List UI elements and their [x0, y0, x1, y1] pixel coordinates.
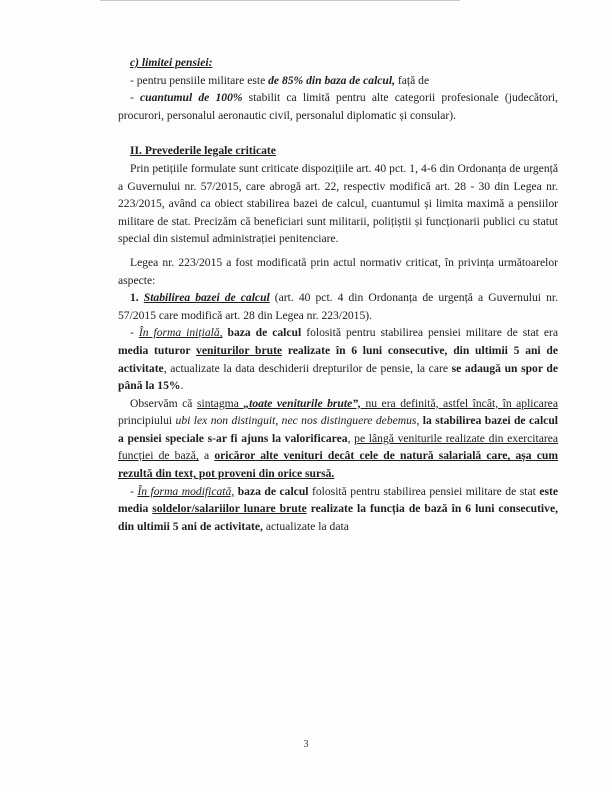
- section-ii-para2: Legea nr. 223/2015 a fost modificată prin actul normativ criticat, în privința următoarelor aspecte:: [118, 255, 558, 287]
- section-c-heading: c) limitei pensiei:: [130, 56, 213, 69]
- section-c-line1: - pentru pensiile militare este de 85% din baza de calcul, față de: [130, 73, 430, 87]
- initial-form-paragraph: - În forma inițială, baza de calcul folosită pentru stabilirea pensiei militare de stat era media tuturor veniturilor brute realizate în 6 luni consecutive, din ultimii 5 ani de activitate, actualizate la data deschiderii drepturilor de pensie, la care se adaugă un spor de până la 15%.: [118, 326, 558, 393]
- page-number: 3: [303, 739, 309, 750]
- top-rule: [100, 0, 460, 1]
- section-ii-para1: Prin petițiile formulate sunt criticate dispozițiile art. 40 pct. 1, 4-6 din Ordonanța de urgență a Guvernului nr. 57/2015, care abrogă art. 22, respectiv modifică art. 28 - 30 din Legea nr. 223/2015, având ca obiect stabilirea bazei de calcul, cuantumul și limita maximă a pensiilor militare de stat. Precizăm că beneficiari sunt militarii, polițiștii și funcționarii publici cu statut special din sistemul administrației penitenciare.: [118, 161, 558, 246]
- section-c-line2: - cuantumul de 100% stabilit ca limită pentru alte categorii profesionale (judecători, procurori, personalul aeronautic civil, personalul diplomatic și consular).: [118, 91, 558, 122]
- section-ii-heading: II. Prevederile legale criticate: [130, 144, 276, 158]
- observation-paragraph: Observăm că sintagma „toate veniturile brute”, nu era definită, astfel încât, în aplicarea principiului ubi lex non distinguit, nec nos distinguere debemus, la stabilirea bazei de calcul a pensiei speciale s-ar fi ajuns la valorificarea, pe lângă veniturile realizate din exercitarea funcției de bază, a oricăror alte venituri decât cele de natură salarială care, așa cum rezultă din text, pot proveni din orice sursă.: [118, 396, 558, 481]
- modified-form-paragraph: - În forma modificată, baza de calcul folosită pentru stabilirea pensiei militare de stat este media soldelor/salariilor lunare brute realizate la funcția de bază în 6 luni consecutive, din ultimii 5 ani de activitate, actualizate la data: [118, 484, 558, 533]
- page-body: [118, 54, 558, 535]
- item-1: 1. Stabilirea bazei de calcul (art. 40 pct. 4 din Ordonanța de urgență a Guvernului nr. 57/2015 care modifică art. 28 din Legea nr. 223/2015).: [118, 291, 558, 322]
